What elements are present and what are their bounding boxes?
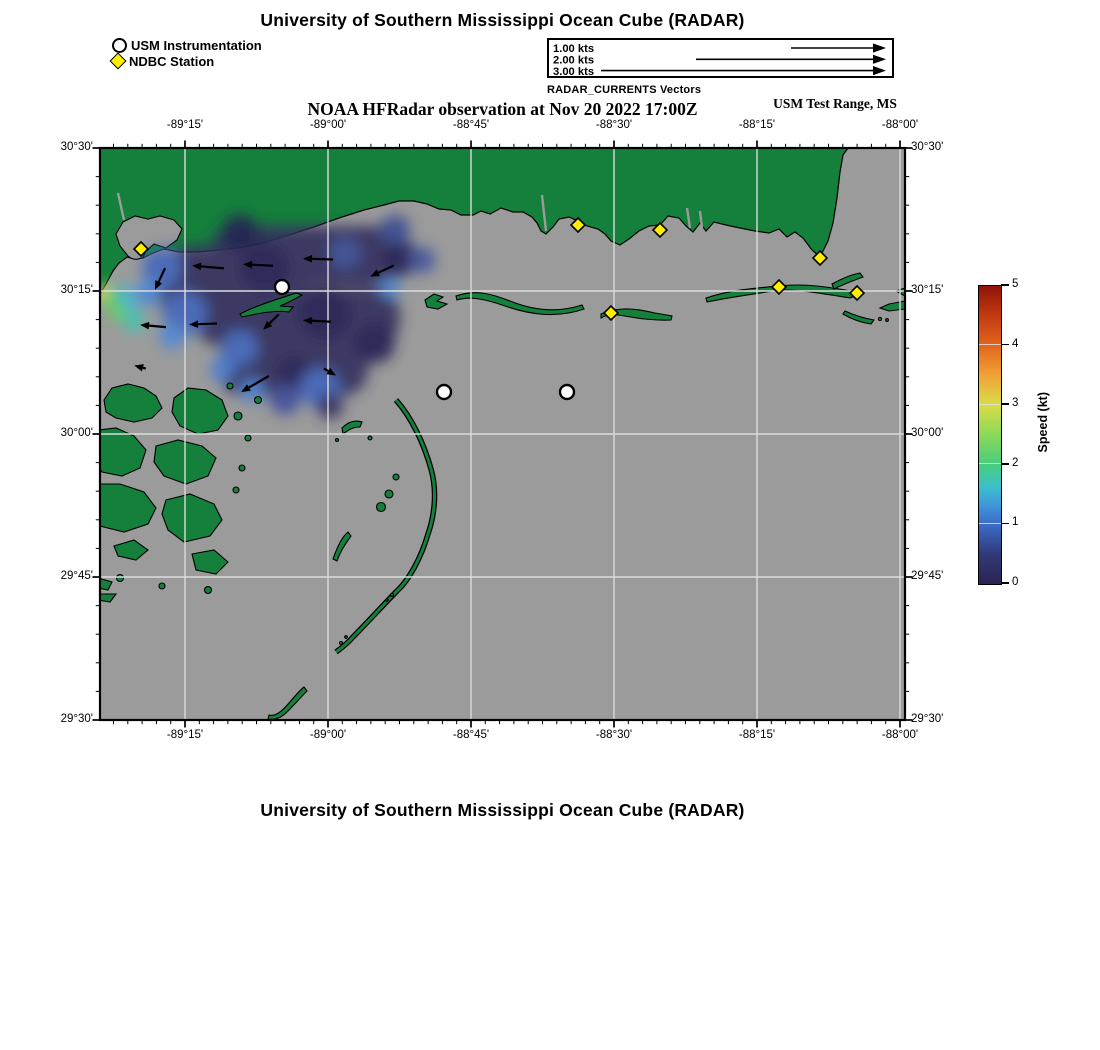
page-title: University of Southern Mississippi Ocean Cube (RADAR) — [260, 10, 745, 30]
colorbar-gridline — [979, 404, 1001, 405]
colorbar-tick — [1001, 523, 1009, 525]
x-axis-label-top: -88°15' — [738, 119, 776, 131]
legend-usm-label: USM Instrumentation — [131, 37, 262, 53]
colorbar-tick — [1001, 284, 1009, 286]
footer-title: University of Southern Mississippi Ocean Cube (RADAR) — [260, 800, 745, 820]
usm-instrumentation-marker — [560, 385, 574, 399]
x-axis-label-bottom: -89°00' — [309, 729, 347, 741]
y-axis-label-left: 30°30' — [60, 141, 93, 153]
vector-scale-label: 2.00 kts — [553, 54, 595, 67]
colorbar-gridline — [979, 523, 1001, 524]
vector-scale-caption: RADAR_CURRENTS Vectors — [547, 84, 702, 96]
colorbar-tick-label: 5 — [1012, 278, 1019, 290]
range-label: USM Test Range, MS — [773, 96, 897, 111]
y-axis-label-left: 30°15' — [60, 284, 93, 296]
y-axis-label-left: 29°30' — [60, 713, 93, 725]
colorbar-title: Speed (kt) — [1036, 392, 1050, 453]
usm-instrumentation-icon — [112, 38, 127, 53]
x-axis-label-top: -89°00' — [309, 119, 347, 131]
y-axis-label-right: 29°45' — [911, 570, 944, 582]
colorbar-gridline — [979, 344, 1001, 345]
map-subtitle: NOAA HFRadar observation at Nov 20 2022 17:00Z — [307, 99, 698, 119]
y-axis-label-left: 30°00' — [60, 427, 93, 439]
vector-scale-box — [547, 38, 894, 78]
colorbar-tick — [1001, 403, 1009, 405]
x-axis-label-top: -88°30' — [595, 119, 633, 131]
legend-row-usm — [112, 37, 262, 53]
y-axis-label-left: 29°45' — [60, 570, 93, 582]
colorbar-tick-label: 4 — [1012, 337, 1019, 350]
colorbar-tick — [1001, 344, 1009, 346]
colorbar-tick — [1001, 582, 1009, 584]
x-axis-label-bottom: -89°15' — [166, 729, 204, 741]
x-axis-label-top: -88°00' — [881, 119, 919, 131]
colorbar-tick-label: 2 — [1012, 456, 1019, 469]
x-axis-label-top: -88°45' — [452, 119, 490, 131]
y-axis-label-right: 29°30' — [911, 713, 944, 725]
x-axis-label-bottom: -88°00' — [881, 729, 919, 741]
y-axis-label-right: 30°00' — [911, 427, 944, 439]
y-axis-label-right: 30°15' — [911, 284, 944, 296]
map-canvas — [90, 138, 915, 730]
x-axis-label-bottom: -88°15' — [738, 729, 776, 741]
vector-scale-label: 1.00 kts — [553, 43, 595, 56]
vector-scale-label: 3.00 kts — [553, 65, 595, 75]
x-axis-label-bottom: -88°45' — [452, 729, 490, 741]
vector-scale-arrows — [549, 40, 890, 75]
usm-instrumentation-marker — [275, 280, 289, 294]
map-legend — [112, 37, 262, 69]
x-axis-label-top: -89°15' — [166, 119, 204, 131]
ndbc-station-icon — [110, 53, 127, 70]
usm-instrumentation-marker — [437, 385, 451, 399]
colorbar-tick-label: 1 — [1012, 516, 1019, 529]
legend-row-ndbc — [112, 53, 262, 69]
colorbar-tick — [1001, 463, 1009, 465]
colorbar-gridline — [979, 463, 1001, 464]
legend-ndbc-label: NDBC Station — [129, 53, 215, 69]
x-axis-label-bottom: -88°30' — [595, 729, 633, 741]
y-axis-label-right: 30°30' — [911, 141, 944, 153]
colorbar — [978, 285, 1002, 585]
colorbar-tick-label: 0 — [1012, 576, 1019, 588]
colorbar-tick-label: 3 — [1012, 397, 1019, 410]
